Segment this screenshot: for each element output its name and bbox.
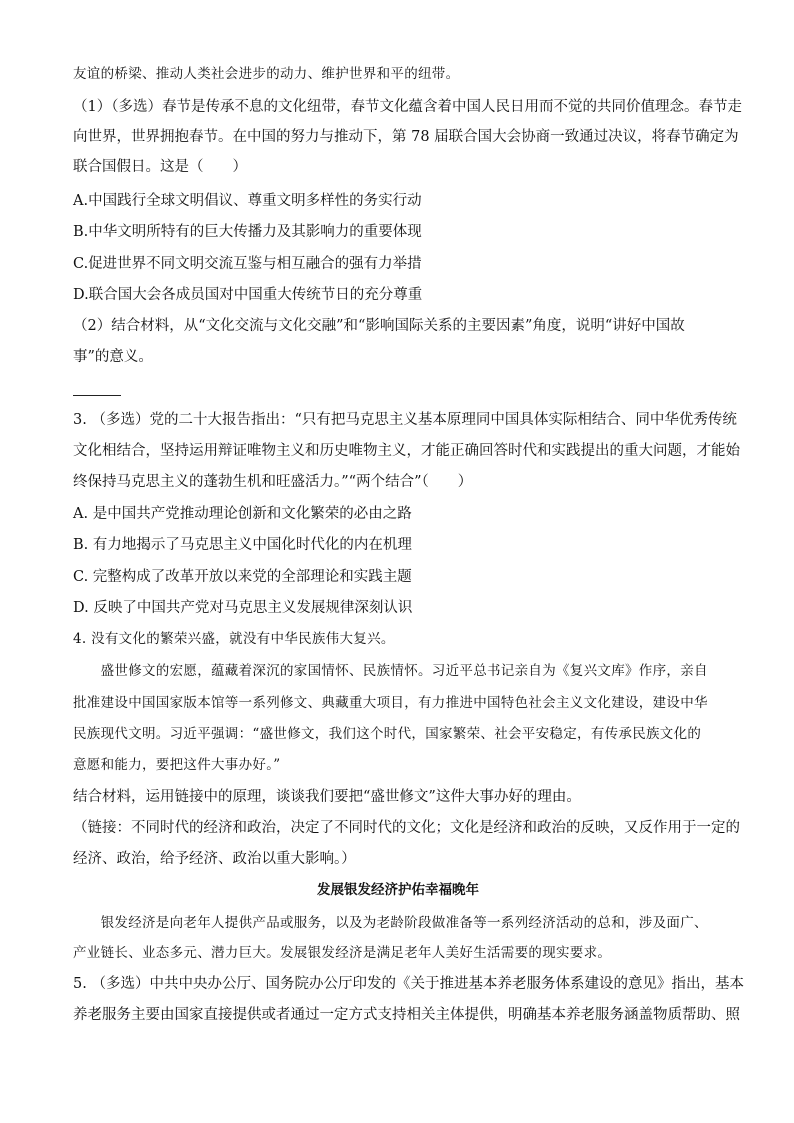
answer-blank-line — [73, 395, 121, 396]
question-1-1-stem: （1）（多选）春节是传承不息的文化纽带，春节文化蕴含着中国人民日用而不觉的共同价值理念。春节走 — [73, 99, 742, 115]
section-title: 发展银发经济护佑幸福晚年 — [317, 882, 479, 898]
text-line: 事”的意义。 — [73, 349, 153, 365]
text-line: 养老服务主要由国家直接提供或者通过一定方式支持相关主体提供，明确基本养老服务涵盖物质帮助、照 — [73, 1007, 740, 1023]
question-4-stem: 4. 没有文化的繁荣兴盛，就没有中华民族伟大复兴。 — [73, 631, 395, 647]
text-line: 联合国假日。这是（ ） — [73, 159, 247, 175]
option-b: B.中华文明所特有的巨大传播力及其影响力的重要体现 — [73, 224, 422, 240]
text-line: 批准建设中国国家版本馆等一系列修文、典藏重大项目，有力推进中国特色社会主义文化建设，建设中华 — [73, 695, 708, 711]
text-line: 产业链长、业态多元、潜力巨大。发展银发经济是满足老年人美好生活需要的现实要求。 — [73, 945, 612, 961]
text-line: 意愿和能力，要把这件大事办好。” — [73, 757, 281, 773]
option-c: C.促进世界不同文明交流互鉴与相互融合的强有力举措 — [73, 256, 422, 272]
link-note: （链接：不同时代的经济和政治，决定了不同时代的文化；文化是经济和政治的反映，又反作用于一定的 — [73, 820, 740, 836]
text-line: 向世界，世界拥抱春节。在中国的努力与推动下，第 78 届联合国大会协商一致通过决议，将春节确定为 — [73, 129, 739, 145]
question-3-stem: 3. （多选）党的二十大报告指出：“只有把马克思主义基本原理同中国具体实际相结合、同中华优秀传统 — [73, 412, 737, 428]
material-paragraph: 银发经济是向老年人提供产品或服务，以及为老龄阶段做准备等一系列经济活动的总和，涉及面广、 — [73, 915, 708, 931]
text-line: 友谊的桥梁、推动人类社会进步的动力、维护世界和平的纽带。 — [73, 66, 460, 82]
option-a: A.中国践行全球文明倡议、尊重文明多样性的务实行动 — [73, 193, 422, 209]
option-d: D.联合国大会各成员国对中国重大传统节日的充分尊重 — [73, 287, 423, 303]
question-1-2-stem: （2）结合材料，从“文化交流与文化交融”和“影响国际关系的主要因素”角度，说明“讲好中国故 — [73, 318, 685, 334]
text-line: 文化相结合，坚持运用辩证唯物主义和历史唯物主义，才能正确回答时代和实践提出的重大问题，才能始 — [73, 443, 740, 459]
option-a: A. 是中国共产党推动理论创新和文化繁荣的必由之路 — [73, 506, 412, 522]
question-4-task: 结合材料，运用链接中的原理，谈谈我们要把“盛世修文”这件大事办好的理由。 — [73, 789, 581, 805]
question-5-stem: 5. （多选）中共中央办公厅、国务院办公厅印发的《关于推进基本养老服务体系建设的意见》指出，基本 — [73, 976, 744, 992]
option-d: D. 反映了中国共产党对马克思主义发展规律深刻认识 — [73, 600, 413, 616]
text-line: 民族现代文明。习近平强调：“盛世修文，我们这个时代，国家繁荣、社会平安稳定，有传承民族文化的 — [73, 726, 702, 742]
text-line: 终保持马克思主义的蓬勃生机和旺盛活力。”“两个结合”（ ） — [73, 474, 473, 490]
option-c: C. 完整构成了改革开放以来党的全部理论和实践主题 — [73, 569, 412, 585]
text-line: 经济、政治，给予经济、政治以重大影响。） — [73, 851, 356, 867]
material-paragraph: 盛世修文的宏愿，蕴藏着深沉的家国情怀、民族情怀。习近平总书记亲自为《复兴文库》作序，亲自 — [73, 663, 708, 679]
option-b: B. 有力地揭示了马克思主义中国化时代化的内在机理 — [73, 537, 412, 553]
